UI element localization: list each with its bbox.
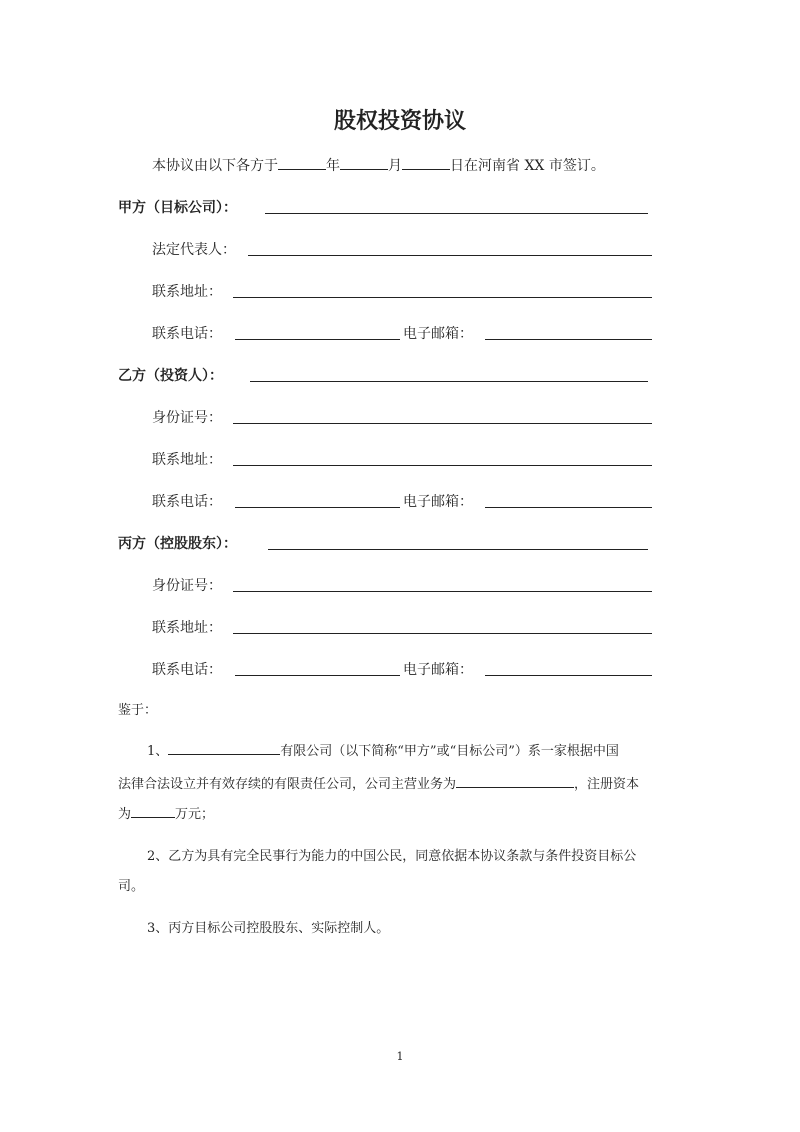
party-c-id-label: 身份证号：: [152, 578, 222, 594]
party-c-heading: 丙方（控股股东）：: [118, 536, 237, 552]
month-label: 月: [388, 158, 402, 174]
party-a-rep-label: 法定代表人：: [152, 242, 236, 258]
party-a-heading: 甲方（目标公司）：: [118, 200, 237, 216]
party-a-name-line[interactable]: [265, 213, 648, 214]
intro-text: 本协议由以下各方于: [152, 158, 278, 174]
party-c-address-line[interactable]: [233, 633, 652, 634]
party-a-email-label: 电子邮箱：: [403, 326, 473, 342]
party-c-address-label: 联系地址：: [152, 620, 222, 636]
party-a-email-line[interactable]: [485, 339, 652, 340]
party-b-name-line[interactable]: [250, 381, 648, 382]
clause-1-text-a: 有限公司（以下简称“甲方”或“目标公司”）系一家根据中国: [280, 744, 619, 759]
year-blank[interactable]: [278, 157, 326, 170]
party-b-address-label: 联系地址：: [152, 452, 222, 468]
party-c-id-line[interactable]: [233, 591, 652, 592]
clause-1-text-c: ，注册资本: [574, 777, 640, 792]
company-name-blank[interactable]: [168, 742, 280, 755]
business-blank[interactable]: [456, 775, 574, 788]
party-b-email-line[interactable]: [485, 507, 652, 508]
party-b-address-line[interactable]: [233, 465, 652, 466]
intro-text-end: 日在河南省 XX 市签订。: [450, 158, 605, 174]
party-a-rep-line[interactable]: [248, 255, 652, 256]
capital-blank[interactable]: [131, 805, 175, 818]
clause-1-text-e: 万元；: [175, 807, 215, 822]
whereas-heading: 鉴于：: [118, 703, 158, 718]
page-number: 1: [396, 1050, 404, 1063]
clause-1-text-d: 为: [118, 807, 132, 822]
clause-1-number: 1、: [147, 744, 169, 759]
year-label: 年: [326, 158, 340, 174]
party-b-id-line[interactable]: [233, 423, 652, 424]
clause-1-line-2: [118, 775, 639, 795]
clause-1-line-1: [147, 742, 619, 762]
party-c-email-label: 电子邮箱：: [403, 662, 473, 678]
clause-1-line-3: [118, 805, 214, 825]
party-a-address-label: 联系地址：: [152, 284, 222, 300]
party-a-address-line[interactable]: [233, 297, 652, 298]
party-b-phone-label: 联系电话：: [152, 494, 222, 510]
clause-2-line-1: 2、乙方为具有完全民事行为能力的中国公民，同意依据本协议条款与条件投资目标公: [147, 849, 637, 864]
party-b-heading: 乙方（投资人）：: [118, 368, 223, 384]
clause-1-text-b: 法律合法设立并有效存续的有限责任公司，公司主营业务为: [118, 777, 457, 792]
party-b-phone-line[interactable]: [235, 507, 400, 508]
clause-2-line-2: 司。: [118, 879, 145, 894]
page-title: 股权投资协议: [333, 109, 466, 134]
party-b-email-label: 电子邮箱：: [403, 494, 473, 510]
clause-3: 3、丙方目标公司控股股东、实际控制人。: [147, 921, 390, 936]
intro-line: [152, 156, 605, 176]
day-blank[interactable]: [402, 157, 450, 170]
party-c-phone-label: 联系电话：: [152, 662, 222, 678]
party-a-phone-label: 联系电话：: [152, 326, 222, 342]
party-a-phone-line[interactable]: [235, 339, 400, 340]
party-c-phone-line[interactable]: [235, 675, 400, 676]
month-blank[interactable]: [340, 157, 388, 170]
party-b-id-label: 身份证号：: [152, 410, 222, 426]
party-c-name-line[interactable]: [268, 549, 648, 550]
party-c-email-line[interactable]: [485, 675, 652, 676]
